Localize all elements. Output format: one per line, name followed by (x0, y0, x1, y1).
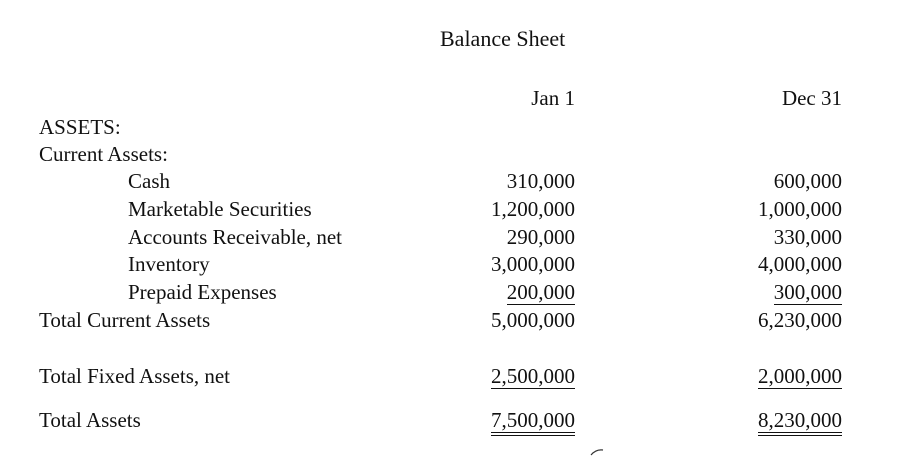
row-label-accounts-receivable: Accounts Receivable, net (128, 225, 342, 249)
row-label-marketable-securities: Marketable Securities (128, 197, 312, 221)
column-header-jan: Jan 1 (531, 86, 575, 110)
row-value-inventory-jan: 3,000,000 (491, 252, 575, 276)
total-assets-jan: 7,500,000 (491, 408, 575, 436)
row-value-accounts-receivable-dec: 330,000 (773, 225, 842, 249)
row-value-prepaid-expenses-jan: 200,000 (506, 280, 575, 304)
total-fixed-assets-jan: 2,500,000 (491, 364, 575, 388)
row-label-cash: Cash (128, 169, 170, 193)
assets-heading: ASSETS: (39, 115, 121, 139)
column-header-dec: Dec 31 (781, 86, 842, 110)
total-current-assets-label: Total Current Assets (39, 308, 211, 332)
row-value-cash-jan: 310,000 (506, 169, 575, 193)
row-value-cash-dec: 600,000 (773, 169, 842, 193)
stray-stroke-mark (590, 448, 604, 456)
row-value-accounts-receivable-jan: 290,000 (506, 225, 575, 249)
row-value-inventory-dec: 4,000,000 (758, 252, 842, 276)
total-fixed-assets-dec: 2,000,000 (758, 364, 842, 388)
total-current-assets-jan: 5,000,000 (491, 308, 575, 332)
row-value-prepaid-expenses-dec: 300,000 (773, 280, 842, 304)
current-assets-heading: Current Assets: (39, 142, 168, 166)
row-label-prepaid-expenses: Prepaid Expenses (128, 280, 277, 304)
row-value-marketable-securities-dec: 1,000,000 (758, 197, 842, 221)
total-fixed-assets-label: Total Fixed Assets, net (39, 364, 231, 388)
page-title: Balance Sheet (440, 26, 566, 51)
total-current-assets-dec: 6,230,000 (758, 308, 842, 332)
total-assets-label: Total Assets (39, 408, 141, 432)
row-value-marketable-securities-jan: 1,200,000 (491, 197, 575, 221)
total-assets-dec: 8,230,000 (758, 408, 842, 436)
row-label-inventory: Inventory (128, 252, 210, 276)
